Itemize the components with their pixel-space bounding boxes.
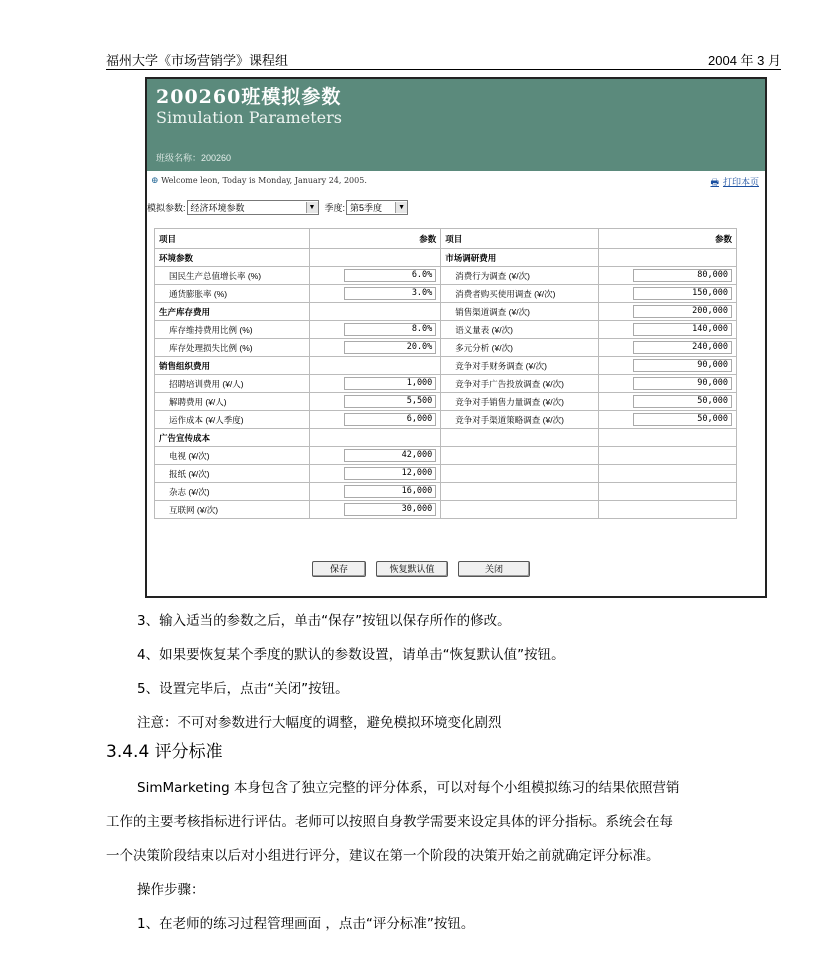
param-value-input[interactable]: 30,000 [344,503,436,516]
category-label: 市场调研费用 [441,249,599,267]
banner-title-cn: 200260班模拟参数 [156,86,342,108]
item-label: 多元分析 (¥/次) [441,339,599,357]
param-value-cell [599,303,737,321]
param-value-cell [599,357,737,375]
item-label: 消费行为调查 (¥/次) [441,267,599,285]
parameters-table [154,228,737,519]
print-label: 打印本页 [722,178,759,188]
param-value-cell [599,393,737,411]
chevron-down-icon: ▼ [306,202,318,213]
param-value-cell [599,483,737,501]
param-value-input[interactable]: 50,000 [633,395,732,408]
column-header: 参数 [310,229,441,249]
table-row [155,321,737,339]
chevron-down-icon: ▼ [395,202,407,213]
param-value-cell [599,411,737,429]
table-row [155,483,737,501]
item-label [441,447,599,465]
banner-title-en: Simulation Parameters [156,108,342,127]
param-value-cell [310,249,441,267]
table-header-row [155,229,737,249]
item-label: 竞争对手广告投放调查 (¥/次) [441,375,599,393]
item-label: 库存维持费用比例 (%) [155,321,310,339]
action-buttons [312,561,530,577]
param-value-input[interactable]: 90,000 [633,377,732,390]
param-value-input[interactable]: 90,000 [633,359,732,372]
param-value-cell [310,285,441,303]
param-label: 模拟参数: [147,203,186,213]
class-name: 班级名称：200260 [156,153,232,163]
param-value-input[interactable]: 3.0% [344,287,436,300]
paragraph-line-2: 工作的主要考核指标进行评估。老师可以按照自身教学需要来设定具体的评分指标。系统会在每 [106,814,673,830]
param-value-cell [310,483,441,501]
item-label: 互联网 (¥/次) [155,501,310,519]
param-value-cell [599,447,737,465]
param-value-input[interactable]: 8.0% [344,323,436,336]
header-rule [106,69,781,70]
param-value-input[interactable]: 200,000 [633,305,732,318]
welcome-text: Welcome leon, Today is Monday, January 24, 2005. [161,176,367,185]
item-label [441,501,599,519]
item-label: 通货膨胀率 (%) [155,285,310,303]
param-value-input[interactable]: 6.0% [344,269,436,282]
item-label: 报纸 (¥/次) [155,465,310,483]
item-label [441,483,599,501]
param-select-value: 经济环境参数 [190,203,245,213]
param-value-cell [599,267,737,285]
table-row [155,501,737,519]
param-value-cell [310,339,441,357]
step-1: 1、在老师的练习过程管理画面 ，点击“评分标准”按钮。 [137,916,475,932]
param-value-cell [310,447,441,465]
column-header: 参数 [599,229,737,249]
param-value-cell [599,429,737,447]
info-icon: ⊕ [151,176,159,186]
table-row [155,393,737,411]
item-label [441,465,599,483]
save-button[interactable]: 保存 [312,561,366,577]
column-header: 项目 [441,229,599,249]
filter-controls [147,200,414,215]
welcome-line [151,176,367,186]
param-value-cell [599,501,737,519]
restore-default-button[interactable]: 恢复默认值 [376,561,448,577]
item-label: 销售渠道调查 (¥/次) [441,303,599,321]
table-row [155,465,737,483]
param-value-cell [599,285,737,303]
param-value-cell [310,267,441,285]
table-row [155,339,737,357]
param-value-input[interactable]: 240,000 [633,341,732,354]
table-row [155,249,737,267]
param-value-cell [599,375,737,393]
item-label: 电视 (¥/次) [155,447,310,465]
page-header-left: 福州大学《市场营销学》课程组 [106,54,289,69]
param-value-input[interactable]: 140,000 [633,323,732,336]
param-value-input[interactable]: 150,000 [633,287,732,300]
item-label: 竞争对手财务调查 (¥/次) [441,357,599,375]
page-banner [147,79,765,171]
step-4: 4、如果要恢复某个季度的默认的参数设置，请单击“恢复默认值”按钮。 [137,647,565,663]
column-header: 项目 [155,229,310,249]
table-row [155,357,737,375]
print-link[interactable] [710,175,759,191]
step-5: 5、设置完毕后，点击“关闭”按钮。 [137,681,349,697]
table-row [155,447,737,465]
category-label: 生产库存费用 [155,303,310,321]
param-value-cell [310,375,441,393]
table-row [155,411,737,429]
param-value-input[interactable]: 5,500 [344,395,436,408]
printer-icon: 🖶 [710,178,719,188]
param-value-cell [310,303,441,321]
table-row [155,375,737,393]
category-label: 销售组织费用 [155,357,310,375]
param-value-cell [310,411,441,429]
close-button[interactable]: 关闭 [458,561,530,577]
table-row [155,303,737,321]
table-row [155,429,737,447]
item-label: 消费者购买使用调查 (¥/次) [441,285,599,303]
param-value-cell [599,339,737,357]
param-value-cell [599,321,737,339]
season-label: 季度: [324,203,346,213]
param-value-cell [310,465,441,483]
steps-label: 操作步骤： [137,882,205,898]
param-value-cell [310,501,441,519]
param-value-input[interactable]: 42,000 [344,449,436,462]
param-select[interactable] [187,200,319,215]
param-value-input[interactable]: 16,000 [344,485,436,498]
param-value-cell [310,357,441,375]
param-value-cell [599,249,737,267]
param-value-cell [310,321,441,339]
item-label: 招聘培训费用 (¥/人) [155,375,310,393]
season-select[interactable] [346,200,408,215]
table-row [155,285,737,303]
category-label: 广告宣传成本 [155,429,310,447]
item-label: 竞争对手渠道策略调查 (¥/次) [441,411,599,429]
paragraph-line-3: 一个决策阶段结束以后对小组进行评分，建议在第一个阶段的决策开始之前就确定评分标准。 [106,848,660,864]
param-value-input[interactable]: 6,000 [344,413,436,426]
step-3: 3、输入适当的参数之后，单击“保存”按钮以保存所作的修改。 [137,613,511,629]
item-label: 运作成本 (¥/人季度) [155,411,310,429]
simulation-parameters-screenshot [145,77,767,598]
param-value-cell [310,393,441,411]
item-label: 语义量表 (¥/次) [441,321,599,339]
item-label: 国民生产总值增长率 (%) [155,267,310,285]
param-value-input[interactable]: 1,000 [344,377,436,390]
category-label: 环境参数 [155,249,310,267]
page-header-right: 2004 年 3 月 [708,53,781,68]
item-label: 竞争对手销售力量调查 (¥/次) [441,393,599,411]
item-label: 解聘费用 (¥/人) [155,393,310,411]
item-label [441,429,599,447]
season-select-value: 第5季度 [350,203,383,213]
param-value-input[interactable]: 80,000 [633,269,732,282]
item-label: 库存处理损失比例 (%) [155,339,310,357]
param-value-cell [310,429,441,447]
table-row [155,267,737,285]
note: 注意：不可对参数进行大幅度的调整，避免模拟环境变化剧烈 [137,715,502,731]
param-value-input[interactable]: 50,000 [633,413,732,426]
paragraph-line-1: SimMarketing 本身包含了独立完整的评分体系，可以对每个小组模拟练习的结果依照营销 [137,780,680,796]
param-value-input[interactable]: 12,000 [344,467,436,480]
item-label: 杂志 (¥/次) [155,483,310,501]
param-value-cell [599,465,737,483]
section-heading: 3.4.4 评分标准 [106,742,223,762]
param-value-input[interactable]: 20.0% [344,341,436,354]
